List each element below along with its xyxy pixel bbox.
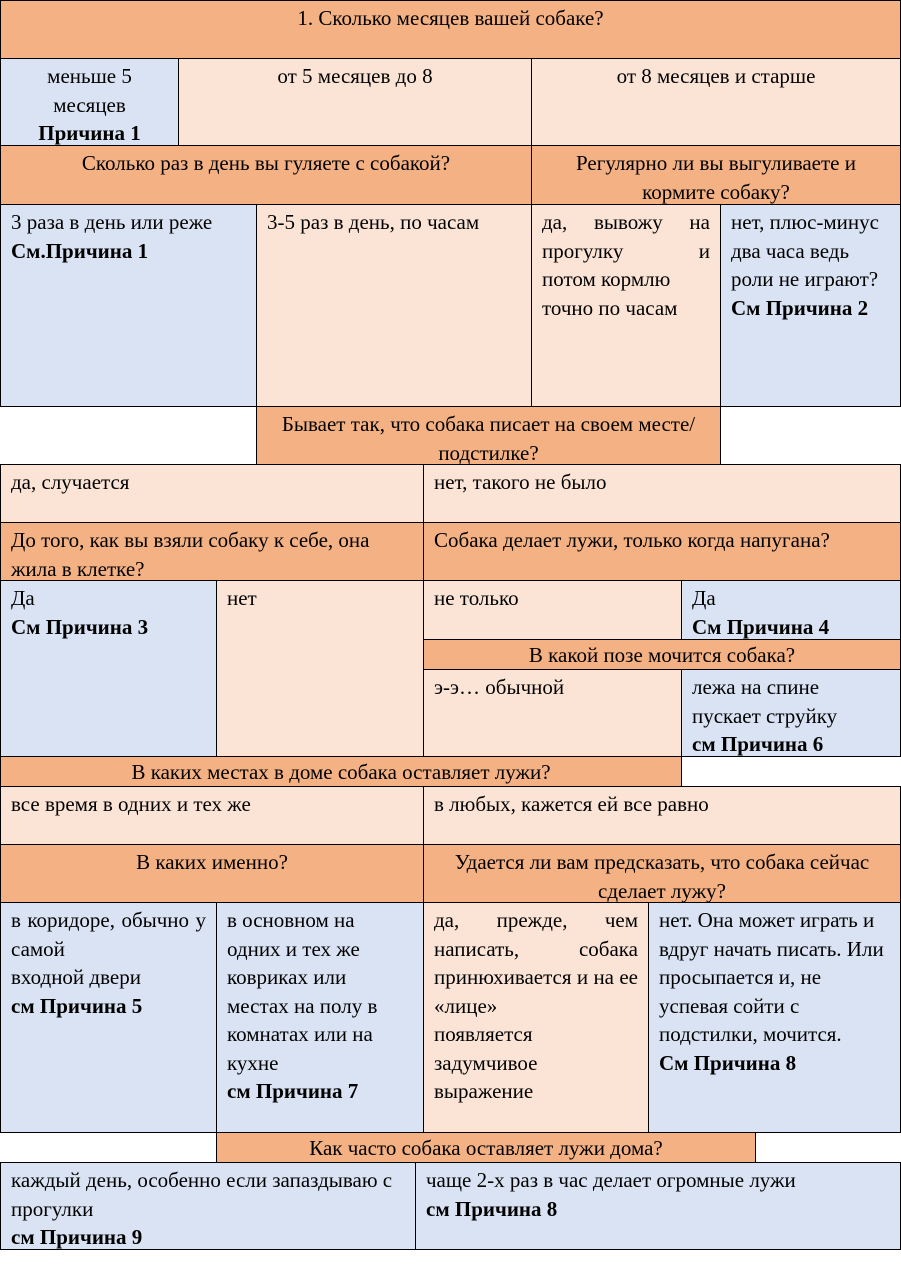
reason-link[interactable]: см Причина 5: [11, 993, 143, 1018]
reason-link[interactable]: См Причина 3: [11, 614, 149, 639]
answer-any-places[interactable]: в любых, кажется ей все равно: [423, 786, 901, 845]
reason-link[interactable]: см Причина 8: [426, 1196, 558, 1221]
question-pees-on-bed: Бывает так, что собака писает на своем месте/подстилке?: [256, 406, 721, 465]
question-predict-puddle: Удается ли вам предсказать, что собака сейчас сделает лужу?: [423, 844, 901, 903]
question-how-often: Как часто собака оставляет лужи дома?: [216, 1132, 756, 1163]
answer-pose-normal[interactable]: э-э… обычной: [423, 669, 682, 757]
answer-scared-yes[interactable]: Да См Причина 4: [681, 580, 901, 640]
question-lived-in-cage: До того, как вы взяли собаку к себе, она жила в клетке?: [0, 522, 424, 581]
answer-predict-yes[interactable]: да, прежде, чем написать, собака принюхивается и на ее «лице» появляется задумчивое выражение: [423, 902, 649, 1133]
reason-link[interactable]: см Причина 6: [692, 732, 824, 756]
answer-every-day[interactable]: каждый день, особенно если запаздываю с прогулки см Причина 9: [0, 1162, 416, 1250]
answer-cage-no[interactable]: нет: [216, 580, 424, 757]
answer-bed-no[interactable]: нет, такого не было: [423, 464, 901, 523]
reason-link[interactable]: см Причина 9: [11, 1225, 143, 1249]
answer-twice-an-hour[interactable]: чаще 2-х раз в час делает огромные лужи см Причина 8: [415, 1162, 901, 1250]
answer-less-5-months[interactable]: меньше 5 месяцев Причина 1: [0, 58, 179, 146]
answer-same-places[interactable]: все время в одних и тех же: [0, 786, 424, 845]
answer-same-rugs[interactable]: в основном на одних и тех же ковриках или местах на полу в комнатах или на кухне см Причина 7: [216, 902, 424, 1133]
answer-bed-yes[interactable]: да, случается: [0, 464, 424, 523]
reason-link[interactable]: см Причина 7: [227, 1079, 359, 1103]
question-puddle-places: В каких местах в доме собака оставляет лужи?: [0, 756, 682, 787]
question-walks-per-day: Сколько раз в день вы гуляете с собакой?: [0, 145, 532, 205]
question-pee-pose: В какой позе мочится собака?: [423, 639, 901, 670]
answer-regular-no[interactable]: нет, плюс-минус два часа ведь роли не играют? См Причина 2: [720, 204, 901, 407]
answer-3-5-times[interactable]: 3-5 раз в день, по часам: [256, 204, 532, 407]
answer-not-only[interactable]: не только: [423, 580, 682, 640]
question-regular-walk-feed: Регулярно ли вы выгуливаете и кормите собаку?: [531, 145, 901, 205]
answer-pose-on-back[interactable]: лежа на спине пускает струйку см Причина 6: [681, 669, 901, 757]
answer-regular-yes[interactable]: да, вывожу на прогулку и потом кормлю точно по часам: [531, 204, 721, 407]
answer-3-times-or-less[interactable]: 3 раза в день или реже См.Причина 1: [0, 204, 257, 407]
question-which-places: В каких именно?: [0, 844, 424, 903]
answer-5-to-8-months[interactable]: от 5 месяцев до 8: [178, 58, 532, 146]
reason-link[interactable]: Причина 1: [38, 121, 141, 145]
question-only-when-scared: Собака делает лужи, только когда напугана?: [423, 522, 901, 581]
answer-predict-no[interactable]: нет. Она может играть и вдруг начать писать. Или просыпается и, не успевая сойти с подстилки, мочится. См Причина 8: [648, 902, 901, 1133]
reason-link[interactable]: См.Причина 1: [11, 238, 149, 263]
question-age: 1. Сколько месяцев вашей собаке?: [0, 0, 901, 59]
answer-over-8-months[interactable]: от 8 месяцев и старше: [531, 58, 901, 146]
reason-link[interactable]: См Причина 8: [659, 1050, 797, 1075]
answer-cage-yes[interactable]: Да См Причина 3: [0, 580, 217, 757]
reason-link[interactable]: См Причина 2: [731, 295, 869, 320]
reason-link[interactable]: См Причина 4: [692, 614, 830, 639]
answer-corridor[interactable]: в коридоре, обычно у самой входной двери см Причина 5: [0, 902, 217, 1133]
